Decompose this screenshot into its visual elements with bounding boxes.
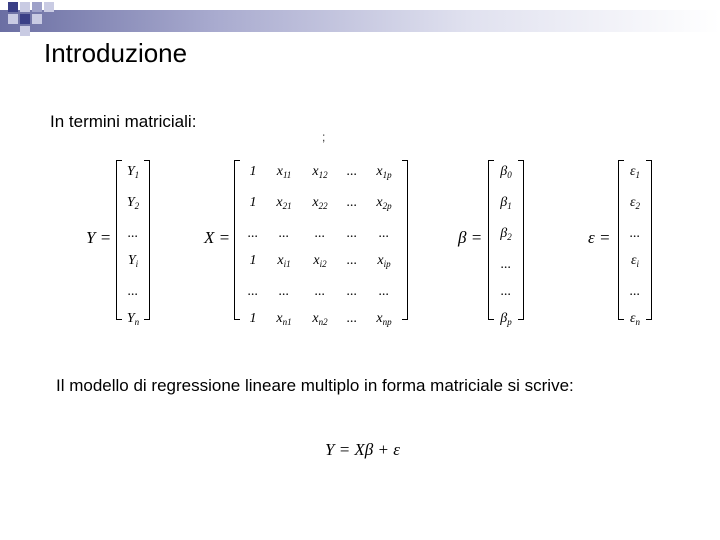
matrix-cell: $\varepsilon_n$: [629, 311, 641, 327]
matrix-cell: $x_{21}$: [276, 195, 292, 211]
matrix-cell: ...: [278, 226, 290, 241]
matrix-cell: 1: [249, 253, 257, 268]
model-formula: Y = Xβ + ε: [325, 440, 400, 459]
matrix-cell: ...: [500, 284, 512, 299]
matrix-cell: ...: [314, 226, 326, 241]
x-lhs: X =: [204, 228, 231, 247]
matrix-cell: $Y_2$: [126, 195, 140, 211]
x-matrix: [234, 160, 408, 327]
matrix-cell: ...: [346, 311, 358, 326]
matrix-cell: 1: [249, 311, 257, 326]
matrix-cell: ...: [278, 284, 290, 299]
matrix-cell: ...: [346, 226, 358, 241]
matrix-cell: ...: [346, 284, 358, 299]
matrix-cell: ...: [500, 257, 512, 272]
matrix-cell: ...: [346, 195, 358, 210]
matrix-cell: $Y_n$: [126, 311, 140, 327]
matrix-cell: $Y_i$: [127, 253, 139, 269]
beta-lhs: β =: [458, 228, 483, 247]
matrix-cell: $\varepsilon_2$: [629, 195, 641, 211]
header-gradient-bar: [0, 10, 720, 32]
eps-lhs: ε =: [588, 228, 611, 247]
matrix-cell: $\beta_1$: [500, 195, 512, 211]
matrix-cell: ...: [629, 226, 641, 241]
matrix-cell: ...: [247, 284, 259, 299]
matrix-cell: $x_{i2}$: [313, 253, 327, 269]
matrix-cell: ...: [247, 226, 259, 241]
matrix-cell: ...: [378, 226, 390, 241]
matrix-cell: $x_{22}$: [312, 195, 328, 211]
matrix-cell: 1: [249, 195, 257, 210]
matrix-cell: $x_{i1}$: [277, 253, 291, 269]
matrix-cell: $\varepsilon_i$: [630, 253, 640, 269]
matrix-cell: $x_{11}$: [276, 164, 292, 180]
matrix-cell: 1: [249, 164, 257, 179]
matrix-cell: ...: [127, 226, 139, 241]
matrix-cell: ...: [314, 284, 326, 299]
intro-text: In termini matriciali:: [50, 112, 197, 131]
matrix-cell: $x_{1p}$: [376, 164, 392, 180]
decorative-squares: [0, 0, 60, 40]
stray-mark: ;: [322, 130, 326, 144]
matrix-cell: $x_{np}$: [376, 311, 392, 327]
matrix-cell: ...: [378, 284, 390, 299]
matrix-cell: $x_{ip}$: [377, 253, 391, 269]
y-matrix: [116, 160, 150, 327]
matrix-cell: ...: [346, 164, 358, 179]
matrix-cell: $x_{12}$: [312, 164, 328, 180]
matrix-cell: ...: [629, 284, 641, 299]
matrix-cell: $x_{2p}$: [376, 195, 392, 211]
matrix-cell: ...: [127, 284, 139, 299]
matrix-cell: $x_{n1}$: [276, 311, 292, 327]
model-statement: Il modello di regressione lineare multiplo in forma matriciale si scrive:: [56, 376, 574, 395]
beta-vector: [488, 160, 524, 327]
epsilon-vector: [618, 160, 652, 327]
matrix-cell: $Y_1$: [126, 164, 140, 180]
matrix-cell: $\varepsilon_1$: [629, 164, 641, 180]
y-lhs: Y =: [86, 228, 112, 247]
matrix-cell: $\beta_2$: [500, 226, 512, 242]
matrix-cell: ...: [346, 253, 358, 268]
matrix-cell: $\beta_0$: [500, 164, 512, 180]
slide-title: Introduzione: [44, 38, 188, 68]
matrix-cell: $x_{n2}$: [312, 311, 328, 327]
matrix-cell: $\beta_p$: [500, 311, 512, 327]
